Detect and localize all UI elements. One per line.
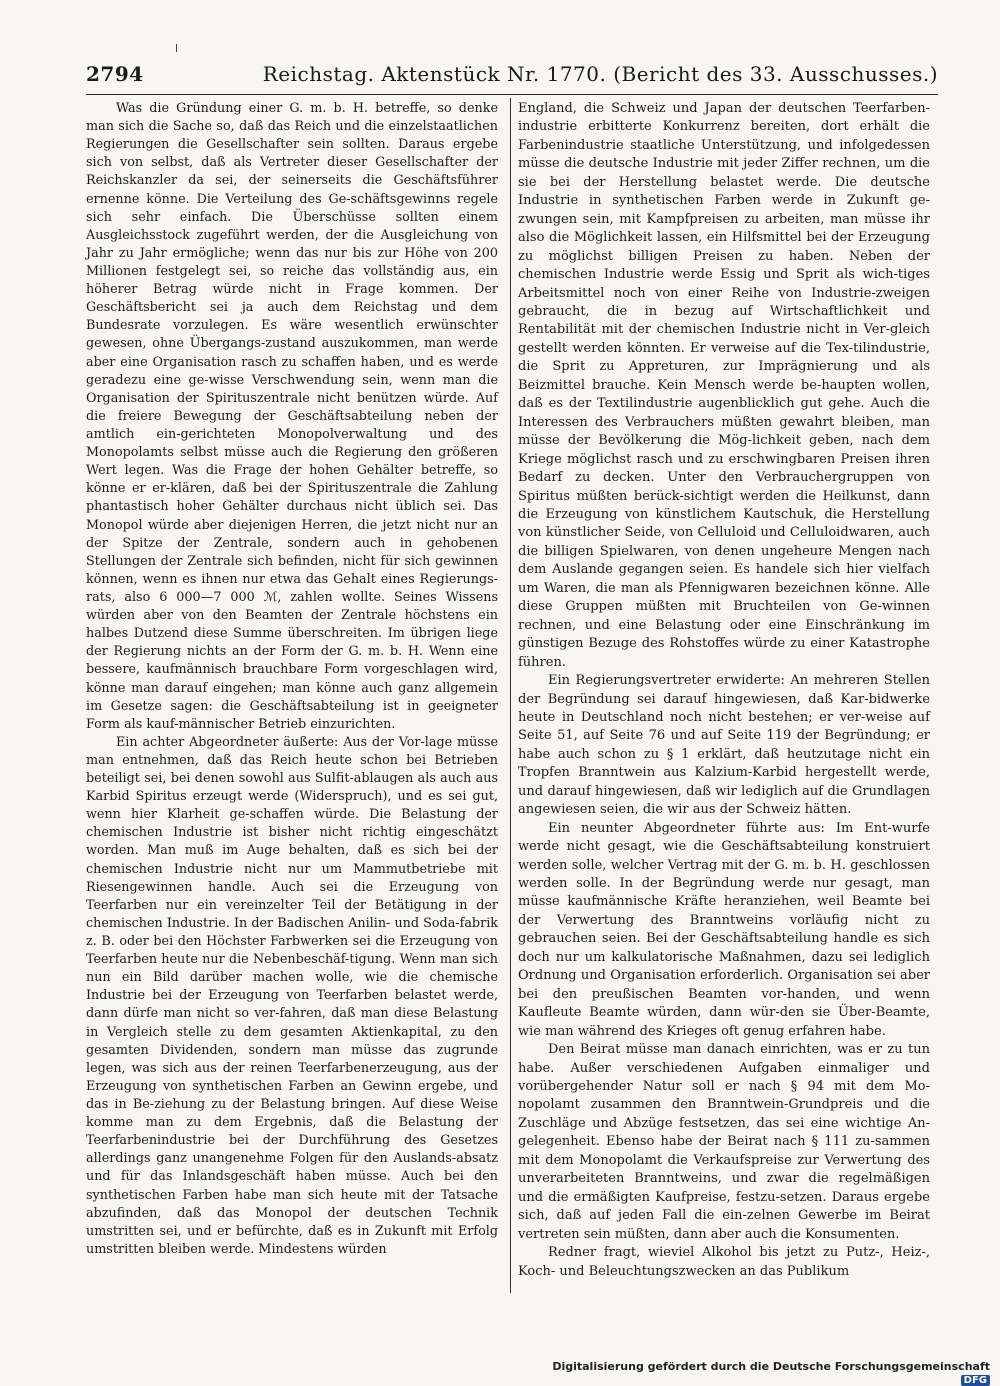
paragraph: Ein Regierungsvertreter erwiderte: An mehreren Stellen der Begründung sei darauf hingewiesen, daß Kar-bidwerke heute in Deutschland noch nicht bestehen; er ver-weise auf Seite 51, auf Seite 76 und auf Seite 119 der Begründung; er habe auch schon zu § 1 erklärt, daß heutzutage nicht ein Tropfen Branntwein aus Kalzium-Karbid hergestellt werde, und darauf hingewiesen, daß wir lediglich auf die Grundlagen angewiesen seien, die wir aus der Schweiz hätten. bbox=[518, 673, 930, 818]
left-column bbox=[86, 100, 498, 1259]
header-rule bbox=[86, 94, 938, 95]
header-title: Reichstag. Aktenstück Nr. 1770. (Bericht des 33. Ausschusses.) bbox=[262, 62, 938, 86]
running-header bbox=[86, 62, 938, 90]
dfg-logo: DFG bbox=[961, 1375, 990, 1386]
right-column bbox=[518, 100, 930, 1281]
paragraph: Was die Gründung einer G. m. b. H. betreffe, so denke man sich die Sache so, daß das Reich und die einzelstaatlichen Regierungen die Gesellschafter sein sollten. Daraus ergebe sich von selbst, daß als Vertreter dieser Gesellschafter der Reichskanzler da sei, der seinerseits die Geschäftsführer ernenne könne. Die Verteilung des Ge-schäftsgewinns regele sich sehr einfach. Die Überschüsse sollten einem Ausgleichsstock zugeführt werden, der die Ausgleichung von Jahr zu Jahr ermögliche; wenn das nur bis zur Höhe von 200 Millionen festgelegt sei, so reiche das vollständig aus, ein höherer Betrag würde nicht in Frage kommen. Der Geschäftsbericht sei ja auch dem Reichstag und dem Bundesrate vorzulegen. Es wäre wesentlich erwünschter gewesen, ohne Übergangs-zustand auszukommen, man werde aber eine Organisation rasch zu schaffen haben, und es werde geradezu eine ge-wisse Verschwendung sein, wenn man die Organisation der Spirituszentrale nicht benützen würde. Auf die freiere Bewegung der Geschäftsabteilung neben der amtlich ein-gerichteten Monopolverwaltung und des Monopolamts selbst müsse auch die Regierung den größeren Wert legen. Was die Frage der hohen Gehälter betreffe, so könne er er-klären, daß bei der Spirituszentrale die Zahlung phantastisch hoher Gehälter durchaus nicht üblich sei. Das Monopol würde aber diejenigen Herren, die jetzt nicht nur an der Spitze der Zentrale, sondern auch in gehobenen Stellungen der Zentrale sich befinden, nicht für sich gewinnen können, wenn es ihnen nur etwa das Gehalt eines Regierungs-rats, also 6 000—7 000 ℳ, zahlen wollte. Seines Wissens würden aber von den Beamten der Zentrale höchstens ein halbes Dutzend diese Summe überschreiten. Im übrigen liege der Regierung nichts an der Form der G. m. b. H. Wenn eine bessere, kaufmännisch brauchbare Form vorgeschlagen wird, könne man darauf eingehen; man könne auch ganz allgemein im Gesetze sagen: die Geschäftsabteilung ist in geeigneter Form als kauf-männischer Betrieb einzurichten. bbox=[86, 101, 498, 732]
margin-mark bbox=[176, 44, 177, 52]
column-divider bbox=[510, 98, 511, 1293]
footer-text: Digitalisierung gefördert durch die Deutsche Forschungsgemeinschaft bbox=[552, 1360, 990, 1373]
paragraph: Den Beirat müsse man danach einrichten, was er zu tun habe. Außer verschiedenen Aufgaben einmaliger und vorübergehender Natur soll er nach § 94 mit dem Mo-nopolamt zusammen den Branntwein-Grundpreis und die Zuschläge und Abzüge festsetzen, das sei eine wichtige An-gelegenheit. Ebenso habe der Beirat nach § 111 zu-sammen mit dem Monopolamt die Verkaufspreise zur Verwertung des unverarbeiteten Branntweins, und zwar die regelmäßigen und die ermäßigten Kaufpreise, festzu-setzen. Daraus ergebe sich, daß auf jeden Fall die ein-zelnen Gewerbe im Beirat vertreten sein müßten, dann aber auch die Konsumenten. bbox=[518, 1042, 930, 1242]
paragraph: England, die Schweiz und Japan der deutschen Teerfarben-industrie erbitterte Konkurrenz bereiten, dort erhält die Farbenindustrie staatliche Unterstützung, und infolgedessen müsse die deutsche Industrie mit jeder Ziffer rechnen, um die sie bei der Herstellung belastet werde. Die deutsche Industrie in synthetischen Farben werde in Zukunft ge-zwungen sein, mit Kampfpreisen zu arbeiten, man müsse ihr also die Möglichkeit lassen, ein Hilfsmittel bei der Erzeugung zu möglichst billigen Preisen zu haben. Neben der chemischen Industrie werde Essig und Sprit als wich-tiges Arbeitsmittel noch von einer Reihe von Industrie-zweigen gebraucht, die in bezug auf Wirtschaftlichkeit und Rentabilität mit der chemischen Industrie nicht in Ver-gleich gestellt werden könnten. Er verweise auf die Tex-tilindustrie, die Sprit zu Appreturen, zur Imprägnierung und als Beizmittel brauche. Kein Mensch werde be-haupten wollen, daß es der Textilindustrie augenblicklich gut gehe. Auch die Interessen des Verbrauchers müßten gewahrt bleiben, man müsse der Bevölkerung die Mög-lichkeit geben, nach dem Kriege möglichst rasch und zu erschwingbaren Preisen ihren Bedarf zu decken. Unter den Verbrauchergruppen von Spiritus müßten berück-sichtigt werden die Heilkunst, dann die Erzeugung von künstlichem Kautschuk, die Herstellung von künstlicher Seide, von Celluloid und Celluloidwaren, auch die billigen Spielwaren, von denen ungeheure Mengen nach dem Auslande gegangen seien. Es handele sich hier vielfach um Waren, die man als Pfennigwaren bezeichnen könne. Alle diese Gruppen müßten mit Bruchteilen von Ge-winnen rechnen, und eine Belastung oder eine Einschränkung im günstigen Bezuge des Rohstoffes würde zu einer Katastrophe führen. bbox=[518, 101, 930, 670]
paragraph: Redner fragt, wieviel Alkohol bis jetzt zu Putz-, Heiz-, Koch- und Beleuchtungszwecken an das Publikum bbox=[518, 1245, 930, 1279]
paragraph: Ein neunter Abgeordneter führte aus: Im Ent-wurfe werde nicht gesagt, wie die Geschäftsabteilung konstruiert werden solle, welcher Vertrag mit der G. m. b. H. geschlossen werden solle. In der Begründung werde nur gesagt, man müsse kaufmännische Kräfte heranziehen, weil Beamte bei der Verwertung des Branntweins vorläufig nicht zu gebrauchen seien. Bei der Geschäftsabteilung handle es sich doch nur um kalkulatorische Maßnahmen, dazu sei lediglich Ordnung und Organisation erforderlich. Organisation sei aber bei den preußischen Beamten vor-handen, und wenn Kaufleute Beamte würden, dann wür-den sie Über-Beamte, wie man während des Krieges oft genug erfahren habe. bbox=[518, 820, 930, 1039]
page-number: 2794 bbox=[86, 62, 144, 86]
digitization-footer bbox=[540, 1360, 990, 1386]
paragraph: Ein achter Abgeordneter äußerte: Aus der Vor-lage müsse man entnehmen, daß das Reich heute schon bei Betrieben beteiligt sei, bei denen sowohl aus Sulfit-ablaugen als auch aus Karbid Spiritus erzeugt werde (Widerspruch), und es sei gut, wenn hier Klarheit ge-schaffen würde. Die Belastung der chemischen Industrie ist bisher nicht richtig eingeschätzt worden. Man muß im Auge behalten, daß es sich bei der chemischen Industrie nicht nur um Mammutbetriebe mit Riesengewinnen handle. Auch sei die Erzeugung von Teerfarben nur ein vereinzelter Teil der Betätigung in der chemischen Industrie. In der Badischen Anilin- und Soda-fabrik z. B. oder bei den Höchster Farbwerken sei die Erzeugung von Teerfarben heute nur die Nebenbeschäf-tigung. Wenn man sich nun ein Bild darüber machen wolle, wie die chemische Industrie bei der Erzeugung von Teerfarben belastet werde, dann dürfe man nicht so ver-fahren, daß man diese Belastung in Vergleich stelle zu dem gesamten Aktienkapital, zu den gesamten Dividenden, sondern man müsse das zugrunde legen, was sich aus der reinen Teerfarbenerzeugung, aus der Erzeugung von synthetischen Farben an Gewinn ergebe, und das in Be-ziehung zu der Belastung bringen. Auf diese Weise komme man zu dem Ergebnis, daß die Belastung der Teerfarbenindustrie bei der Durchführung des Gesetzes allerdings ganz unangenehme Folgen für den Auslands-absatz und für das Inlandsgeschäft haben müsse. Auch bei den synthetischen Farben habe man sich heute mit der Tatsache abzufinden, daß das Monopol der deutschen Technik umstritten sei, und er befürchte, daß es in Zukunft mit Erfolg umstritten bleiben werde. Mindestens würden bbox=[86, 734, 498, 1257]
